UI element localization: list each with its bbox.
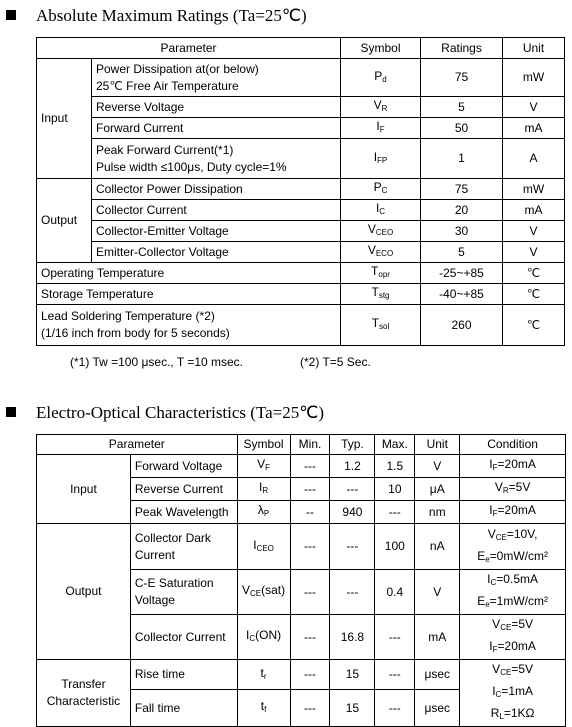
typ-cell: ---	[330, 524, 375, 570]
symbol-subscript: C	[249, 634, 256, 643]
symbol-text: λ	[257, 503, 264, 517]
rating-cell: 20	[421, 200, 503, 221]
symbol-text: I	[376, 119, 380, 133]
cond-text: I	[489, 503, 493, 517]
rating-cell: 30	[421, 221, 503, 242]
cond-subscript: C	[490, 578, 497, 587]
symbol-subscript: f	[264, 705, 267, 715]
symbol-text: I	[258, 480, 263, 494]
symbol-cell	[341, 221, 421, 242]
param-cell: Storage Temperature	[37, 284, 341, 305]
unit-cell: mA	[503, 200, 565, 221]
cond-subscript: F	[492, 645, 498, 654]
symbol-subscript: ECO	[375, 249, 394, 258]
rating-cell: 260	[421, 305, 503, 346]
table-row	[37, 660, 566, 690]
cond-line	[464, 660, 561, 682]
abs-max-heading	[6, 6, 307, 26]
min-cell: --	[290, 501, 330, 524]
cond-text: =20mA	[497, 457, 536, 471]
abs-max-table	[36, 37, 565, 346]
group-input: Input	[37, 59, 92, 179]
cond-line	[464, 570, 561, 592]
table-header-row	[37, 435, 566, 455]
param-cell: Collector Current	[92, 200, 341, 221]
symbol-cell	[341, 200, 421, 221]
table-header-row	[37, 38, 565, 59]
symbol-subscript: CEO	[375, 228, 394, 237]
cond-text: =5V	[511, 662, 533, 676]
symbol-cell	[237, 570, 290, 615]
abs-max-title: Absolute Maximum Ratings (Ta=25℃)	[36, 6, 307, 25]
cond-subscript: F	[492, 463, 498, 472]
cond-subscript: L	[499, 712, 504, 721]
symbol-subscript: sol	[379, 322, 390, 331]
symbol-subscript: d	[382, 74, 387, 84]
table-row	[37, 200, 565, 221]
cond-line	[464, 615, 561, 637]
symbol-cell	[237, 478, 290, 501]
min-cell: ---	[290, 660, 330, 690]
unit-cell: μA	[415, 478, 460, 501]
symbol-cell	[341, 284, 421, 305]
symbol-text: (ON)	[255, 628, 282, 642]
group-output: Output	[37, 179, 92, 263]
param-cell: Fall time	[130, 690, 237, 727]
table-row	[37, 263, 565, 284]
symbol-text: T	[371, 316, 380, 330]
rating-cell: 50	[421, 118, 503, 139]
header-typ: Typ.	[330, 435, 375, 455]
symbol-text: P	[374, 68, 383, 83]
cond-text: R	[490, 706, 500, 720]
symbol-text: T	[371, 264, 379, 278]
symbol-subscript: stg	[378, 291, 390, 300]
eo-table	[36, 434, 566, 727]
max-cell: ---	[375, 660, 415, 690]
symbol-subscript: F	[379, 125, 385, 134]
header-symbol: Symbol	[237, 435, 290, 455]
condition-cell	[460, 501, 566, 524]
param-cell: Forward Voltage	[130, 455, 237, 478]
param-cell: Peak Wavelength	[130, 501, 237, 524]
table-row	[37, 524, 566, 570]
symbol-text: V	[373, 98, 382, 112]
param-cell: Reverse Current	[130, 478, 237, 501]
rating-cell: 1	[421, 139, 503, 179]
param-cell	[92, 139, 341, 179]
param-cell: Collector Power Dissipation	[92, 179, 341, 200]
table-row	[37, 305, 565, 346]
unit-cell: ℃	[503, 284, 565, 305]
unit-cell: A	[503, 139, 565, 179]
unit-cell: μsec	[415, 660, 460, 690]
table-row	[37, 139, 565, 179]
unit-cell: V	[415, 455, 460, 478]
param-line: 25℃ Free Air Temperature	[96, 78, 239, 93]
table-row	[37, 97, 565, 118]
symbol-subscript: r	[263, 671, 267, 681]
min-cell: ---	[290, 455, 330, 478]
typ-cell: 16.8	[330, 615, 375, 660]
param-cell	[130, 524, 237, 570]
footnote-1: (*1) Tw =100 μsec., T =10 msec.	[70, 355, 243, 369]
max-cell: 10	[375, 478, 415, 501]
table-row	[37, 284, 565, 305]
symbol-subscript: CEO	[256, 543, 274, 553]
symbol-cell	[237, 690, 290, 727]
symbol-text: V	[367, 222, 376, 236]
param-line: Power Dissipation at(or below)	[96, 61, 259, 76]
header-condition: Condition	[460, 435, 566, 455]
param-line: (1/16 inch from body for 5 seconds)	[41, 326, 230, 340]
symbol-cell	[237, 615, 290, 660]
symbol-subscript: F	[265, 463, 270, 472]
table-row	[37, 59, 565, 97]
symbol-subscript: P	[263, 509, 270, 518]
rating-cell: 5	[421, 242, 503, 263]
header-unit: Unit	[503, 38, 565, 59]
condition-cell	[460, 570, 566, 615]
header-min: Min.	[290, 435, 330, 455]
condition-cell	[460, 660, 566, 727]
param-line: Current	[134, 547, 175, 562]
min-cell: ---	[290, 524, 330, 570]
symbol-subscript: CE	[250, 589, 262, 598]
param-line: C-E Saturation	[134, 576, 214, 590]
header-ratings: Ratings	[421, 38, 503, 59]
rating-cell: 75	[421, 179, 503, 200]
symbol-subscript: R	[381, 104, 388, 113]
condition-cell	[460, 478, 566, 501]
param-cell	[92, 59, 341, 97]
cond-text: I	[487, 572, 491, 586]
param-cell	[130, 570, 237, 615]
param-line: Pulse width ≤100μs, Duty cycle=1%	[96, 159, 287, 174]
cond-subscript: F	[492, 509, 498, 518]
cond-line	[464, 547, 561, 569]
typ-cell: ---	[330, 478, 375, 501]
param-cell: Emitter-Collector Voltage	[92, 242, 341, 263]
group-transfer	[37, 660, 131, 727]
eo-heading	[6, 403, 324, 423]
rating-cell: -40~+85	[421, 284, 503, 305]
symbol-cell	[341, 263, 421, 284]
cond-line	[464, 637, 561, 659]
cond-text: E	[477, 548, 486, 563]
symbol-cell	[341, 97, 421, 118]
cond-line	[464, 592, 561, 614]
cond-text: V	[487, 526, 496, 541]
symbol-text: I	[373, 149, 378, 164]
table-row	[37, 242, 565, 263]
square-bullet-icon	[6, 10, 16, 20]
unit-cell: V	[503, 221, 565, 242]
param-cell: Collector Current	[130, 615, 237, 660]
unit-cell: V	[503, 242, 565, 263]
symbol-text: V	[241, 583, 250, 597]
typ-cell: 1.2	[330, 455, 375, 478]
header-symbol: Symbol	[341, 38, 421, 59]
symbol-cell	[341, 242, 421, 263]
symbol-cell	[237, 660, 290, 690]
table-row	[37, 221, 565, 242]
symbol-cell	[341, 59, 421, 97]
cond-text: =5V	[511, 617, 533, 631]
symbol-cell	[341, 139, 421, 179]
typ-cell: 15	[330, 690, 375, 727]
condition-cell	[460, 455, 566, 478]
group-output: Output	[37, 524, 131, 660]
max-cell: 0.4	[375, 570, 415, 615]
symbol-cell	[237, 455, 290, 478]
unit-cell: V	[415, 570, 460, 615]
symbol-text: (sat)	[261, 583, 286, 597]
min-cell: ---	[290, 690, 330, 727]
param-line: Peak Forward Current(*1)	[96, 142, 234, 157]
unit-cell: nA	[415, 524, 460, 570]
max-cell: ---	[375, 501, 415, 524]
footnote-2: (*2) T=5 Sec.	[300, 355, 371, 369]
cond-text: =20mA	[497, 503, 536, 517]
param-cell: Forward Current	[92, 118, 341, 139]
rating-cell: 5	[421, 97, 503, 118]
cond-subscript: CE	[495, 532, 507, 542]
square-bullet-icon	[6, 407, 16, 417]
symbol-subscript: opr	[378, 270, 390, 279]
max-cell: ---	[375, 615, 415, 660]
symbol-text: t	[260, 665, 264, 680]
symbol-cell	[237, 524, 290, 570]
cond-text: =0.5mA	[496, 572, 538, 586]
symbol-subscript: R	[262, 486, 269, 495]
cond-line	[464, 704, 561, 726]
header-parameter: Parameter	[37, 435, 238, 455]
param-line: Voltage	[134, 593, 175, 607]
cond-subscript: CE	[500, 668, 512, 677]
cond-subscript: C	[495, 690, 502, 699]
group-input: Input	[37, 455, 131, 524]
table-row	[37, 179, 565, 200]
cond-subscript: e	[485, 554, 490, 564]
max-cell: 100	[375, 524, 415, 570]
rating-cell: 75	[421, 59, 503, 97]
symbol-subscript: FP	[377, 155, 388, 165]
cond-text: V	[494, 480, 503, 494]
unit-cell: mA	[415, 615, 460, 660]
unit-cell: mW	[503, 179, 565, 200]
table-row	[37, 118, 565, 139]
cond-text: =5V	[508, 480, 531, 494]
cond-text: I	[489, 639, 493, 653]
max-cell: ---	[375, 690, 415, 727]
symbol-cell	[341, 179, 421, 200]
symbol-cell	[237, 501, 290, 524]
unit-cell: ℃	[503, 263, 565, 284]
cond-text: =20mA	[497, 639, 536, 653]
group-line: Characteristic	[46, 694, 121, 708]
param-cell: Operating Temperature	[37, 263, 341, 284]
symbol-text: t	[260, 699, 265, 714]
rating-cell: -25~+85	[421, 263, 503, 284]
cond-text: I	[489, 457, 493, 471]
condition-cell	[460, 615, 566, 660]
table-row	[37, 455, 566, 478]
typ-cell: 15	[330, 660, 375, 690]
unit-cell: V	[503, 97, 565, 118]
symbol-text: I	[245, 628, 250, 642]
symbol-text: I	[375, 201, 380, 215]
min-cell: ---	[290, 615, 330, 660]
symbol-text: I	[253, 537, 257, 552]
header-unit: Unit	[415, 435, 460, 455]
param-cell: Rise time	[130, 660, 237, 690]
symbol-text: P	[373, 180, 382, 194]
cond-subscript: e	[485, 600, 490, 609]
symbol-subscript: C	[379, 207, 386, 216]
cond-line	[464, 525, 561, 547]
param-cell	[37, 305, 341, 346]
symbol-text: V	[367, 243, 376, 257]
unit-cell: nm	[415, 501, 460, 524]
symbol-text: T	[371, 285, 379, 299]
condition-cell	[460, 524, 566, 570]
symbol-cell	[341, 305, 421, 346]
symbol-text: V	[257, 457, 266, 471]
cond-line	[464, 682, 561, 704]
group-line: Transfer	[61, 677, 106, 691]
param-line: Lead Soldering Temperature (*2)	[41, 309, 215, 323]
unit-cell: ℃	[503, 305, 565, 346]
symbol-subscript: C	[381, 186, 388, 195]
min-cell: ---	[290, 570, 330, 615]
cond-text: I	[492, 684, 496, 698]
typ-cell: ---	[330, 570, 375, 615]
cond-text: =1KΩ	[503, 706, 535, 720]
param-cell: Reverse Voltage	[92, 97, 341, 118]
cond-text: =1mW/cm²	[489, 594, 548, 608]
cond-text: V	[492, 617, 501, 631]
typ-cell: 940	[330, 501, 375, 524]
param-cell: Collector-Emitter Voltage	[92, 221, 341, 242]
cond-text: =10V,	[506, 526, 538, 541]
header-max: Max.	[375, 435, 415, 455]
cond-subscript: CE	[500, 623, 512, 632]
header-parameter: Parameter	[37, 38, 341, 59]
cond-text: E	[477, 594, 486, 608]
symbol-cell	[341, 118, 421, 139]
cond-text: =0mW/cm²	[489, 548, 548, 563]
min-cell: ---	[290, 478, 330, 501]
max-cell: 1.5	[375, 455, 415, 478]
unit-cell: mW	[503, 59, 565, 97]
cond-text: V	[492, 662, 501, 676]
cond-text: =1mA	[501, 684, 533, 698]
eo-title: Electro-Optical Characteristics (Ta=25℃)	[36, 403, 325, 422]
unit-cell: μsec	[415, 690, 460, 727]
param-line: Collector Dark	[134, 530, 211, 545]
cond-subscript: R	[502, 486, 509, 495]
unit-cell: mA	[503, 118, 565, 139]
